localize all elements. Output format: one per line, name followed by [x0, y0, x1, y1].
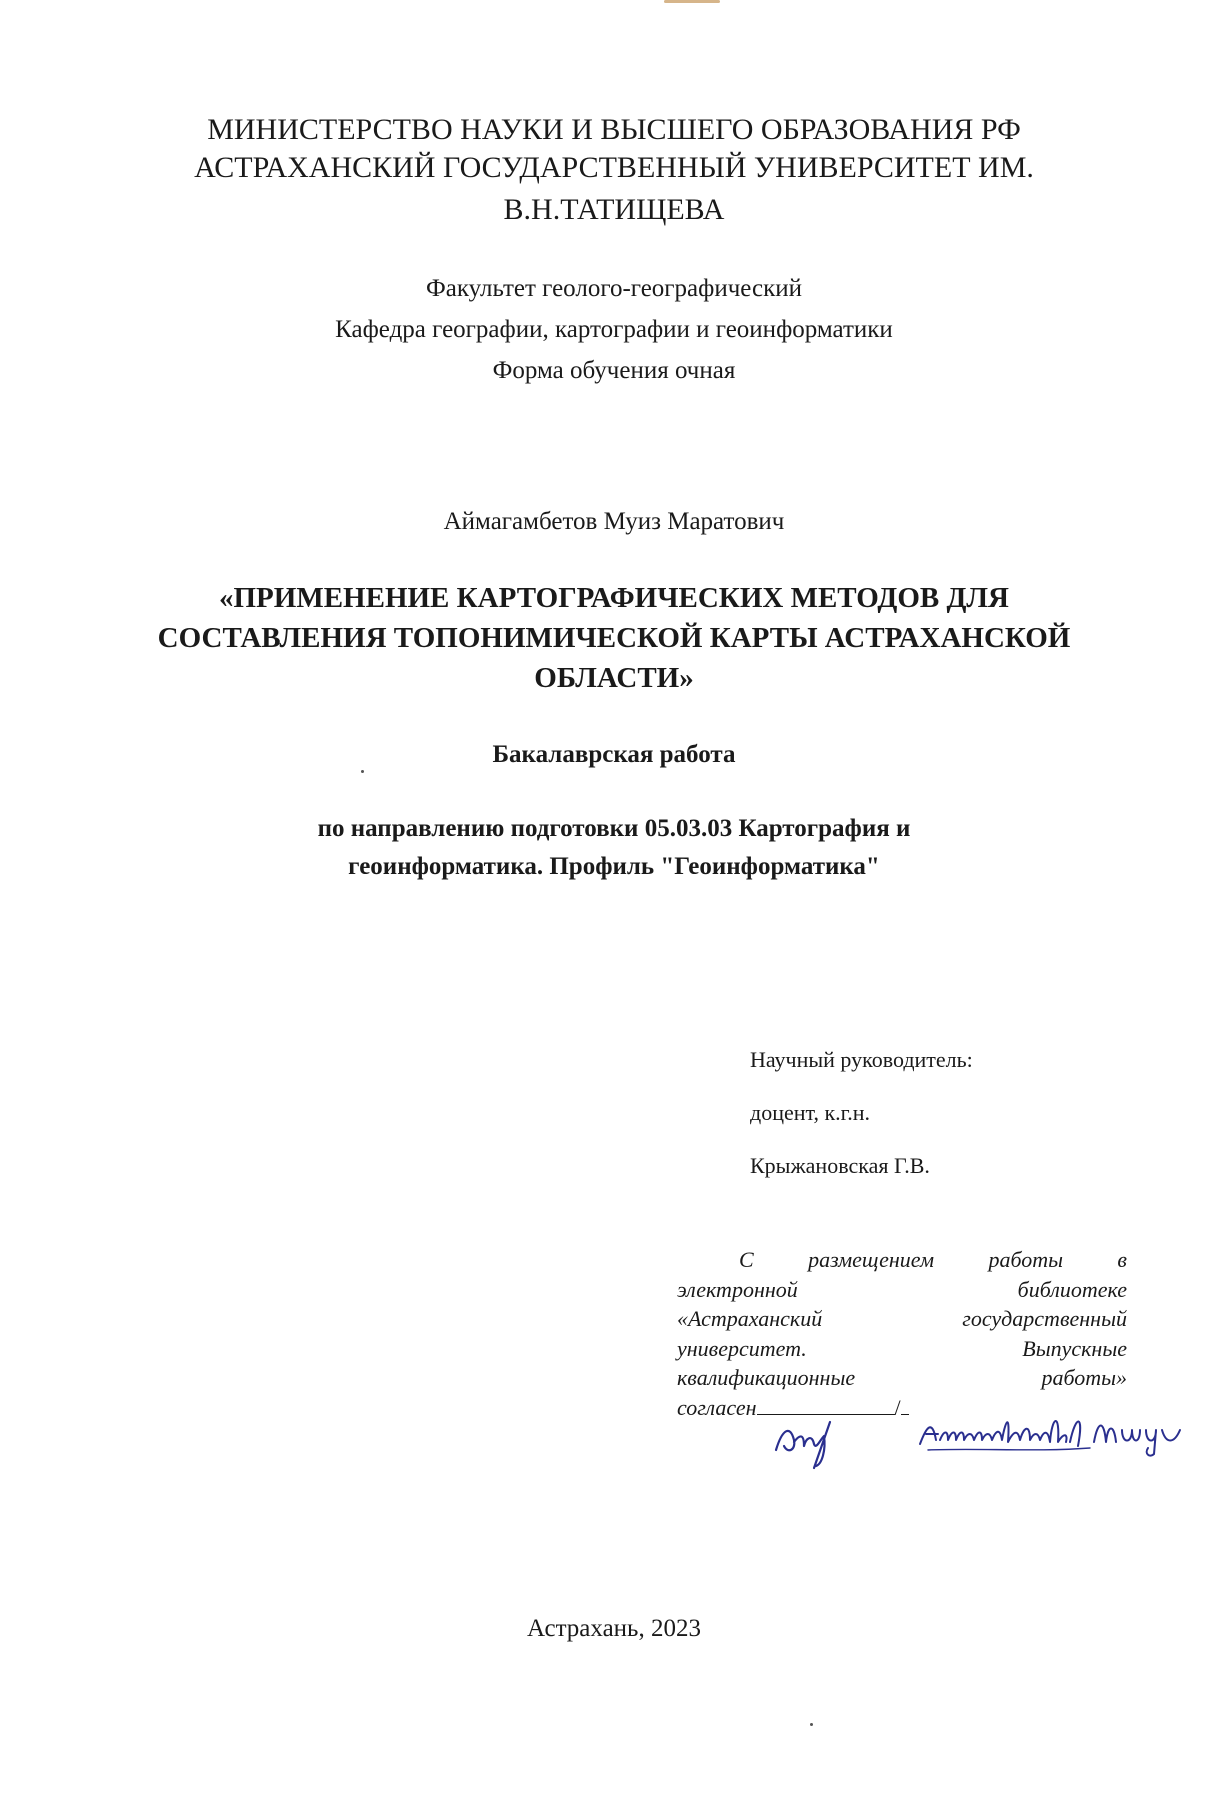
consent-word: «Астраханский	[677, 1306, 823, 1332]
consent-row-4	[677, 1334, 1127, 1364]
thesis-title-line-1: «ПРИМЕНЕНИЕ КАРТОГРАФИЧЕСКИХ МЕТОДОВ ДЛЯ	[219, 582, 1009, 614]
consent-word: С	[739, 1247, 754, 1272]
name-blank-line	[901, 1396, 909, 1415]
department-name: Кафедра географии, картографии и геоинформатики	[335, 316, 893, 343]
thesis-title-line-3: ОБЛАСТИ»	[534, 662, 694, 694]
ministry-line-3: В.Н.ТАТИЩЕВА	[503, 193, 725, 226]
work-type: Бакалаврская работа	[492, 741, 736, 768]
consent-row-5	[677, 1363, 1127, 1393]
consent-row-3	[677, 1304, 1127, 1334]
handwritten-name	[918, 1400, 1186, 1460]
consent-word: в	[1117, 1247, 1127, 1272]
consent-word: Выпускные	[1022, 1335, 1127, 1361]
supervisor-name: Крыжановская Г.В.	[750, 1153, 930, 1178]
scan-speck	[361, 770, 364, 773]
ministry-line-1: МИНИСТЕРСТВО НАУКИ И ВЫСШЕГО ОБРАЗОВАНИЯ РФ	[207, 113, 1021, 146]
author-name: Аймагамбетов Муиз Маратович	[443, 508, 785, 535]
scan-edge-mark	[664, 0, 720, 3]
faculty-name: Факультет геолого-географический	[425, 275, 803, 302]
handwritten-signature	[770, 1410, 850, 1470]
thesis-title-line-2: СОСТАВЛЕНИЯ ТОПОНИМИЧЕСКОЙ КАРТЫ АСТРАХАНСКОЙ	[157, 622, 1071, 654]
consent-word: государственный	[962, 1306, 1127, 1332]
consent-word: работы»	[1041, 1365, 1127, 1391]
consent-word: университет.	[677, 1335, 807, 1361]
library-consent-block	[677, 1245, 1127, 1423]
direction-line-2: геоинформатика. Профиль "Геоинформатика"	[348, 853, 880, 880]
city-year: Астрахань, 2023	[527, 1615, 701, 1642]
signature-separator: /	[894, 1394, 901, 1420]
consent-word: работы	[988, 1247, 1063, 1272]
consent-word: электронной	[677, 1276, 798, 1302]
ministry-line-2: АСТРАХАНСКИЙ ГОСУДАРСТВЕННЫЙ УНИВЕРСИТЕТ ИМ.	[194, 151, 1034, 184]
study-form: Форма обучения очная	[492, 357, 736, 384]
consent-agree-word: согласен	[677, 1394, 757, 1420]
consent-word: библиотеке	[1017, 1276, 1127, 1302]
supervisor-label: Научный руководитель:	[750, 1047, 973, 1072]
scan-speck	[810, 1723, 813, 1726]
consent-row-1	[677, 1245, 1127, 1275]
supervisor-degree: доцент, к.г.н.	[750, 1100, 870, 1125]
consent-word: квалификационные	[677, 1365, 856, 1391]
consent-row-2	[677, 1275, 1127, 1305]
consent-word: размещением	[808, 1247, 935, 1272]
direction-line-1: по направлению подготовки 05.03.03 Картография и	[317, 815, 911, 842]
